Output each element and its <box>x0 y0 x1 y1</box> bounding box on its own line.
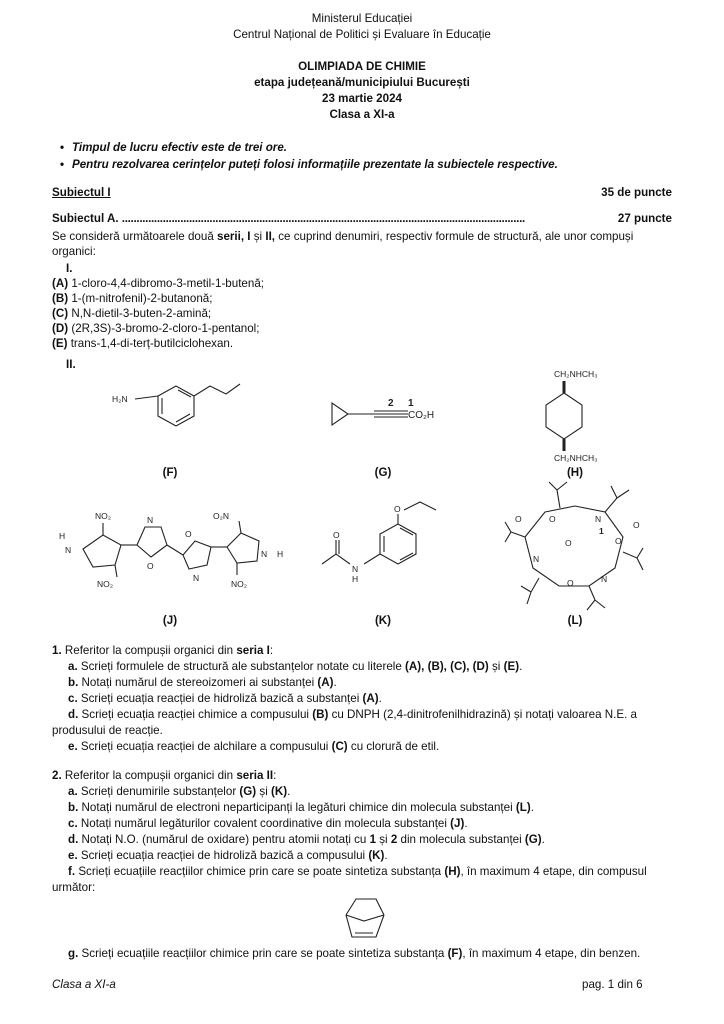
svg-text:H: H <box>59 531 66 541</box>
svg-text:CH₂NHCH₃: CH₂NHCH₃ <box>554 453 598 463</box>
question-1d: d. Scrieți ecuația reacției chimice a compusului (B) cu DNPH (2,4-dinitrofenilhidrazină) și notați valoarea N.E. a produsului de reacție. <box>52 708 638 737</box>
structure-h <box>530 365 640 465</box>
label-h: (H) <box>566 466 584 479</box>
svg-text:NO₂: NO₂ <box>95 511 112 521</box>
center: Centrul Național de Politici și Evaluare în Educație <box>233 28 491 41</box>
series-1-item: (D) (2R,3S)-3-bromo-2-cloro-1-pentanol; <box>52 322 260 335</box>
structure-g <box>330 395 460 435</box>
svg-text:O: O <box>185 529 192 539</box>
question-2: 2. Referitor la compușii organici din seria II: <box>52 769 277 782</box>
question-2d: d. Notați N.O. (numărul de oxidare) pentru atomii notați cu 1 și 2 din molecula substanței (G). <box>68 833 545 846</box>
svg-text:O: O <box>394 504 401 514</box>
svg-text:O₂N: O₂N <box>213 511 230 521</box>
structure-l <box>505 482 645 612</box>
subject-name: Subiectul I <box>52 186 111 199</box>
question-1a: a. Scrieți formulele de structură ale substanțelor notate cu literele (A), (B), (C), (D) și (E). <box>68 660 523 673</box>
series-2-label: II. <box>66 358 76 371</box>
svg-text:O: O <box>565 538 572 548</box>
svg-text:N: N <box>147 515 154 525</box>
label-g: (G) <box>374 466 392 479</box>
svg-text:N: N <box>193 573 200 583</box>
series-1-item: (A) 1-cloro-4,4-dibromo-3-metil-1-butenă; <box>52 277 264 290</box>
svg-text:O: O <box>567 578 574 588</box>
svg-text:O: O <box>147 561 154 571</box>
question-2f: f. Scrieți ecuațiile reacțiilor chimice prin care se poate sintetiza substanța (H), în maximum 4 etape, din compusul următor: <box>52 865 647 894</box>
label-k: (K) <box>374 614 392 627</box>
footer-page: pag. 1 din 6 <box>582 978 643 991</box>
subject-points: 35 de puncte <box>601 186 672 199</box>
svg-text:N: N <box>533 554 540 564</box>
svg-text:O: O <box>615 536 622 546</box>
svg-text:H: H <box>352 574 359 584</box>
subject-a-name: Subiectul A. <box>52 212 122 225</box>
question-2e: e. Scrieți ecuația reacției de hidroliză bazică a compusului (K). <box>68 849 388 862</box>
label-l: (L) <box>567 614 583 627</box>
subject-a-dots: .......................................................................................................................................... <box>121 212 525 225</box>
question-1e: e. Scrieți ecuația reacției de alchilare a compusului (C) cu clorură de etil. <box>68 740 440 753</box>
svg-text:N: N <box>352 564 359 574</box>
stage: etapa județeană/municipiului București <box>254 76 470 89</box>
svg-text:CH₂NHCH₃: CH₂NHCH₃ <box>554 369 598 379</box>
bullet-time: • Timpul de lucru efectiv este de trei ore. <box>72 141 287 154</box>
svg-text:H₂N: H₂N <box>112 394 128 404</box>
question-2b: b. Notați numărul de electroni neparticipanți la legături chimice din molecula substanței (L). <box>68 801 534 814</box>
svg-text:NO₂: NO₂ <box>97 579 114 589</box>
label-j: (J) <box>162 614 178 627</box>
svg-text:O: O <box>633 520 640 530</box>
svg-text:O: O <box>549 514 556 524</box>
svg-text:NO₂: NO₂ <box>231 579 248 589</box>
footer-class: Clasa a XI-a <box>52 978 116 991</box>
norbornene-structure <box>340 895 390 943</box>
question-1: 1. Referitor la compușii organici din seria I: <box>52 644 274 657</box>
olympiad-title: OLIMPIADA DE CHIMIE <box>298 60 426 73</box>
question-2g: g. Scrieți ecuațiile reacțiilor chimice prin care se poate sintetiza substanța (F), în maximum 4 etape, din benzen. <box>68 947 641 960</box>
structure-f <box>100 380 240 450</box>
ministry: Ministerul Educației <box>311 12 413 25</box>
question-2c: c. Notați numărul legăturilor covalent coordinative din molecula substanței (J). <box>68 817 468 830</box>
subject-header <box>52 186 672 199</box>
subject-a-points: 27 puncte <box>617 212 672 225</box>
exam-date: 23 martie 2024 <box>322 92 402 105</box>
class-label: Clasa a XI-a <box>329 108 395 121</box>
question-1c: c. Scrieți ecuația reacției de hidroliză bazică a substanței (A). <box>68 692 382 705</box>
series-1-item: (C) N,N-dietil-3-buten-2-amină; <box>52 307 212 320</box>
svg-text:1: 1 <box>408 398 414 409</box>
svg-text:N: N <box>261 549 268 559</box>
subject-a-header <box>52 212 672 225</box>
intro-paragraph: Se consideră următoarele două serii, I și II, ce cuprind denumiri, respectiv formule de structură, ale unor compuși organici: <box>52 230 634 258</box>
structure-k <box>320 504 450 590</box>
svg-text:H: H <box>277 549 284 559</box>
svg-text:N: N <box>595 514 602 524</box>
svg-text:O: O <box>515 514 522 524</box>
svg-text:2: 2 <box>388 398 394 409</box>
svg-text:N: N <box>65 545 72 555</box>
question-1b: b. Notați numărul de stereoizomeri ai substanței (A). <box>68 676 337 689</box>
question-2a: a. Scrieți denumirile substanțelor (G) și (K). <box>68 785 291 798</box>
svg-text:CO₂H: CO₂H <box>408 410 435 421</box>
series-1-item: (B) 1-(m-nitrofenil)-2-butanonă; <box>52 292 213 305</box>
svg-text:1: 1 <box>599 526 604 536</box>
structure-j <box>55 505 295 605</box>
svg-text:O: O <box>333 530 340 540</box>
series-1-label: I. <box>66 262 73 275</box>
series-1-item: (E) trans-1,4-di-terț-butilciclohexan. <box>52 337 234 350</box>
label-f: (F) <box>162 466 178 479</box>
bullet-info: • Pentru rezolvarea cerințelor puteți folosi informațiile prezentate la subiectele respective. <box>72 158 558 171</box>
svg-text:N: N <box>601 574 608 584</box>
